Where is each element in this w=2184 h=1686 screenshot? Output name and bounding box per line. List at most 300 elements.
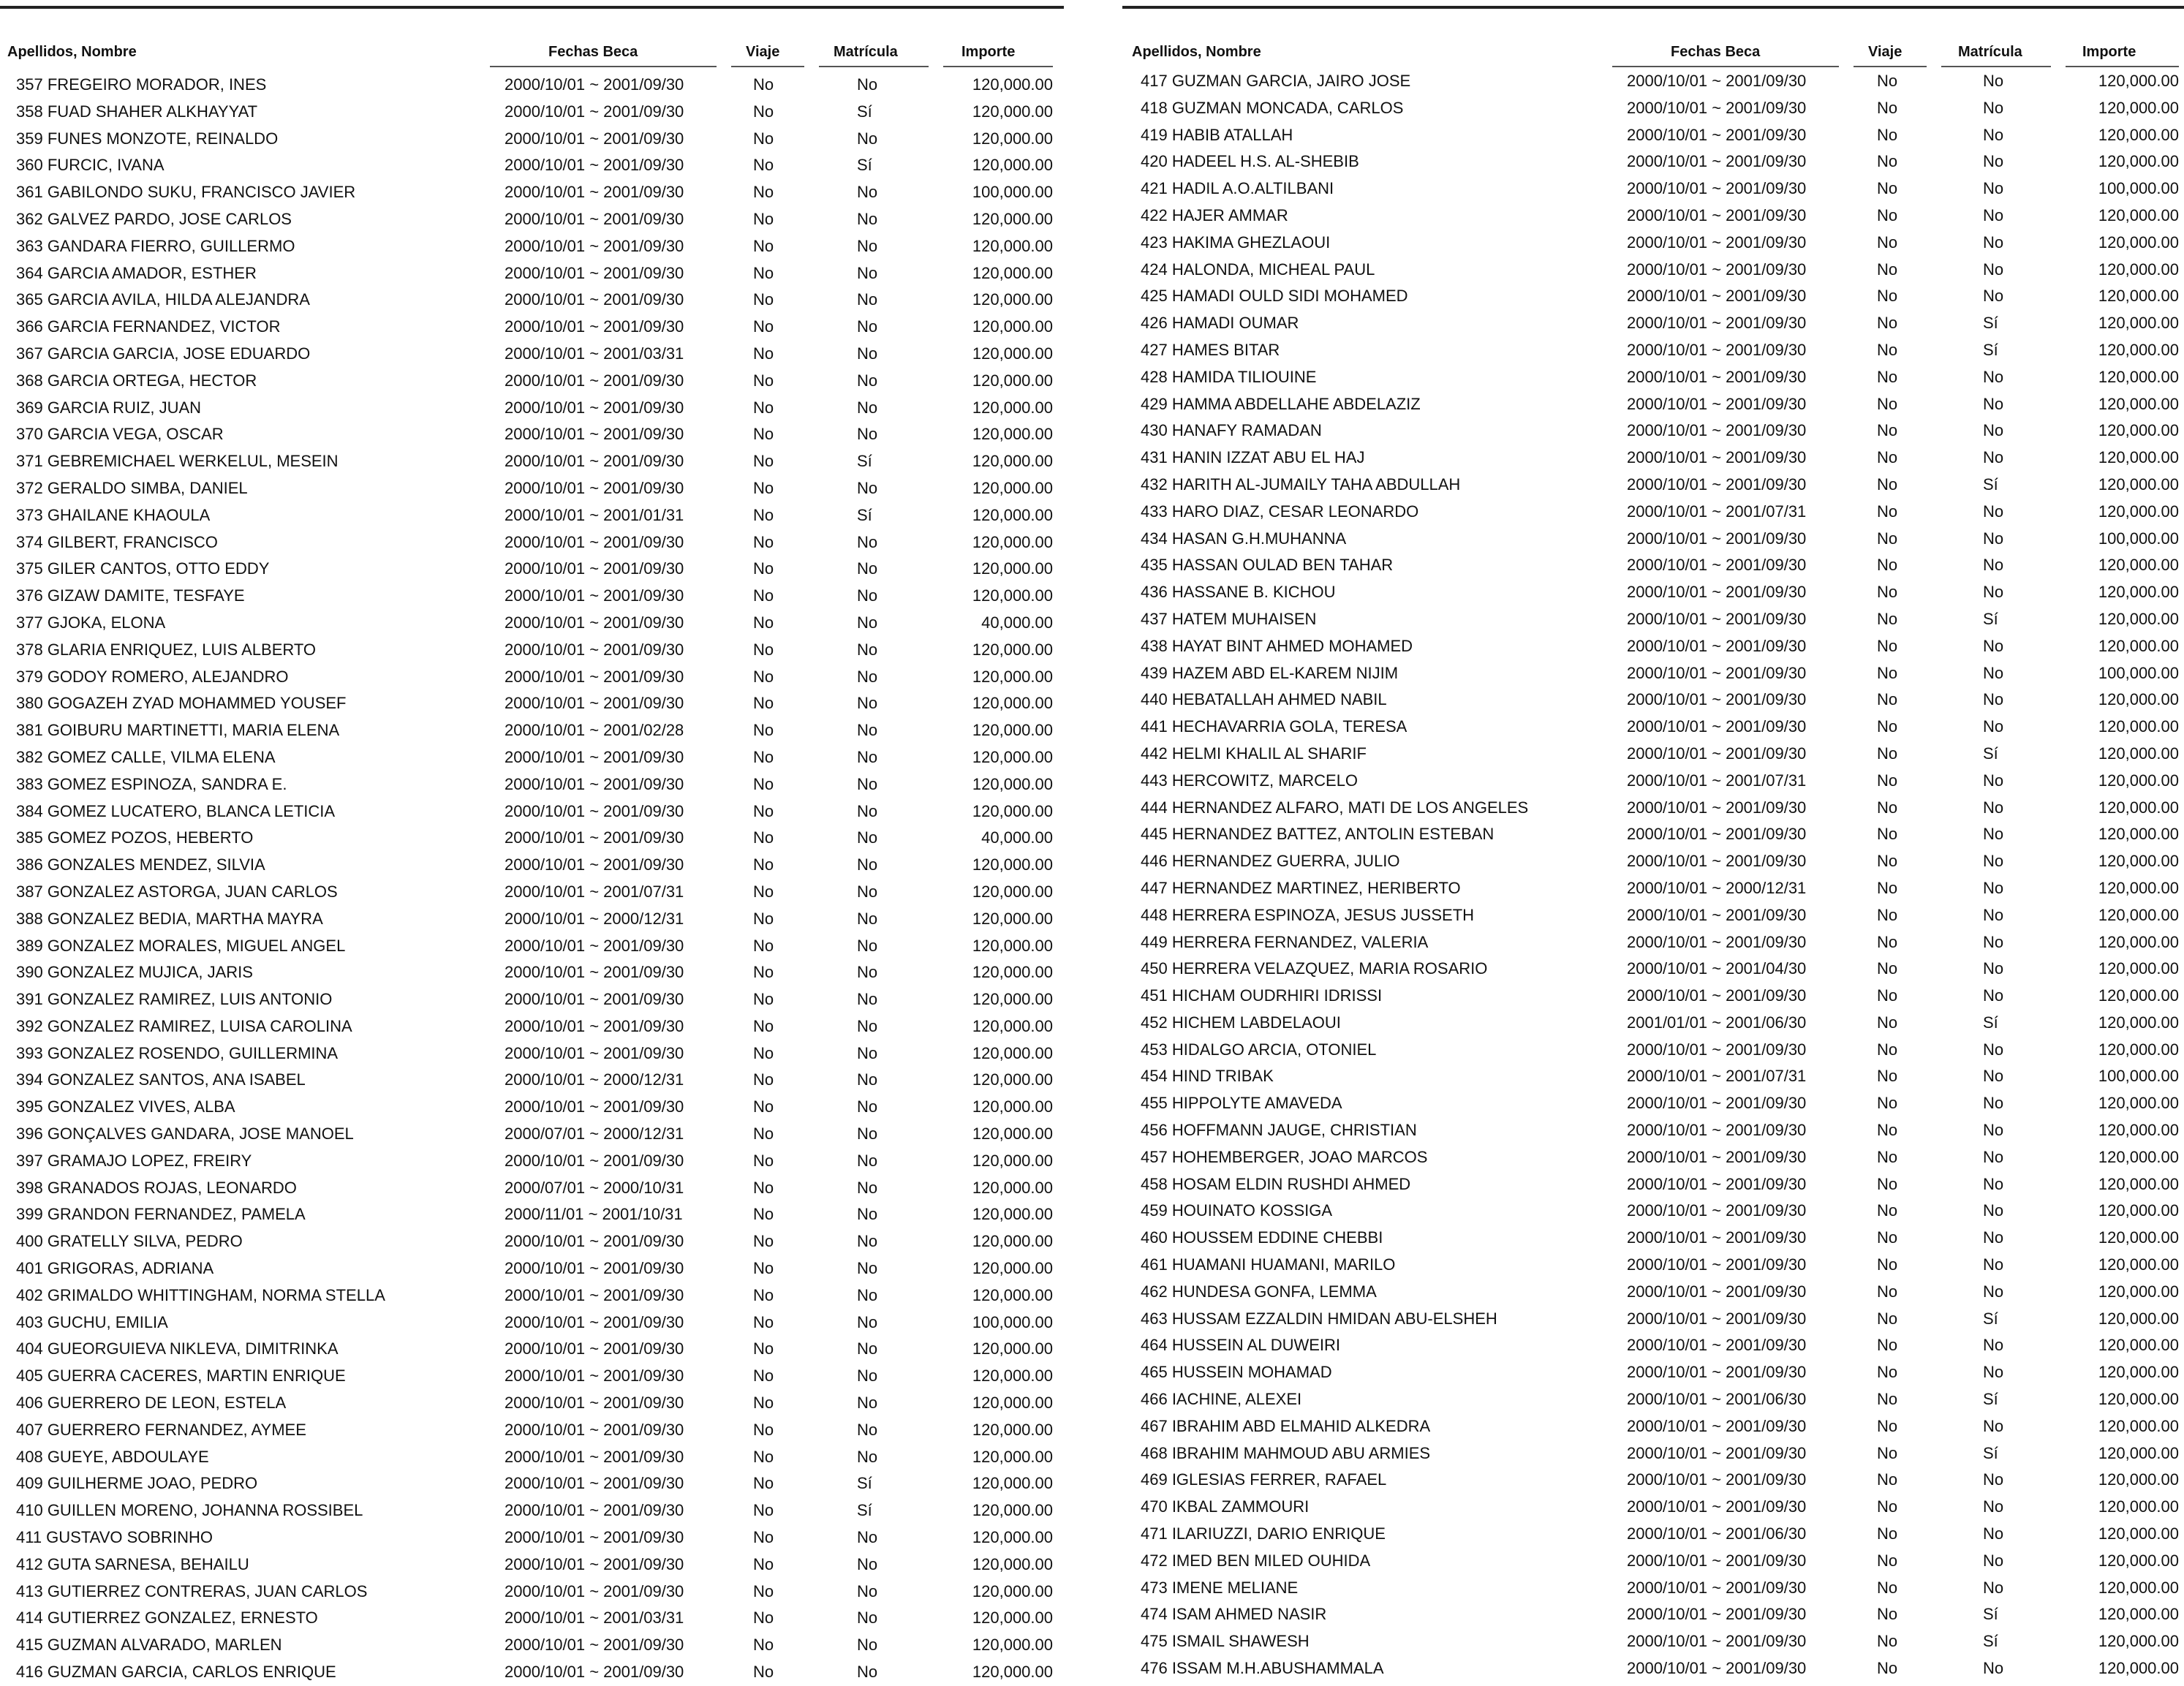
cell-name: 379 GODOY ROMERO, ALEJANDRO [16,667,289,686]
cell-importe: 120,000.00 [972,990,1053,1009]
cell-name: 455 HIPPOLYTE AMAVEDA [1141,1094,1342,1113]
table-row [1122,1548,2184,1575]
table-row [0,1175,1068,1202]
cell-dates: 2000/10/01 ~ 2001/09/30 [1627,340,1807,359]
table-row [1122,1386,2184,1413]
cell-name: 442 HELMI KHALIL AL SHARIF [1141,744,1367,763]
cell-matricula: No [857,667,878,686]
cell-importe: 120,000.00 [972,236,1053,255]
cell-importe: 120,000.00 [972,882,1053,901]
cell-viaje: No [1877,1013,1898,1032]
cell-matricula: No [1983,1121,2004,1140]
right-table-body [1122,68,2184,1682]
cell-name: 448 HERRERA ESPINOZA, JESUS JUSSETH [1141,905,1475,924]
cell-viaje: No [753,1608,774,1628]
cell-viaje: No [753,963,774,982]
cell-viaje: No [753,1151,774,1170]
cell-importe: 120,000.00 [2098,1336,2179,1355]
cell-viaje: No [753,505,774,524]
table-row [1122,1279,2184,1306]
cell-importe: 120,000.00 [972,1151,1053,1170]
cell-name: 391 GONZALEZ RAMIREZ, LUIS ANTONIO [16,990,333,1009]
cell-name: 428 HAMIDA TILIOUINE [1141,367,1317,386]
cell-matricula: No [857,1151,878,1170]
table-row [0,260,1068,287]
cell-importe: 120,000.00 [972,1554,1053,1573]
table-row [0,179,1068,206]
cell-viaje: No [753,721,774,740]
cell-dates: 2000/10/01 ~ 2001/06/30 [1627,1390,1807,1409]
cell-matricula: No [857,183,878,202]
cell-viaje: No [1877,340,1898,359]
cell-matricula: No [857,909,878,928]
cell-dates: 2000/10/01 ~ 2001/09/30 [1627,1255,1807,1274]
cell-dates: 2000/10/01 ~ 2001/09/30 [1627,233,1807,252]
cell-importe: 120,000.00 [2098,1094,2179,1113]
cell-viaje: No [753,317,774,336]
cell-name: 431 HANIN IZZAT ABU EL HAJ [1141,448,1365,467]
cell-viaje: No [1877,905,1898,924]
table-row [1122,1171,2184,1198]
cell-name: 388 GONZALEZ BEDIA, MARTHA MAYRA [16,909,323,928]
cell-importe: 120,000.00 [2098,1174,2179,1193]
cell-viaje: No [753,694,774,713]
cell-name: 451 HICHAM OUDRHIRI IDRISSI [1141,986,1383,1005]
cell-importe: 100,000.00 [2098,663,2179,682]
cell-viaje: No [753,909,774,928]
cell-importe: 120,000.00 [972,505,1053,524]
cell-viaje: No [1877,1470,1898,1489]
cell-matricula: Sí [1983,1309,1998,1328]
cell-matricula: No [1983,1147,2004,1166]
table-row [0,959,1068,986]
cell-importe: 120,000.00 [2098,1659,2179,1678]
cell-matricula: Sí [1983,744,1998,763]
cell-matricula: No [1983,852,2004,871]
table-row [1122,1440,2184,1467]
cell-viaje: No [753,236,774,255]
cell-importe: 120,000.00 [2098,1416,2179,1435]
cell-matricula: Sí [857,156,872,175]
cell-matricula: No [857,371,878,390]
cell-matricula: No [857,1663,878,1682]
cell-matricula: No [857,1528,878,1547]
table-row [1122,230,2184,257]
cell-matricula: No [1983,771,2004,790]
cell-viaje: No [1877,1309,1898,1328]
cell-dates: 2000/10/01 ~ 2001/09/30 [505,801,684,820]
cell-dates: 2000/10/01 ~ 2001/09/30 [505,263,684,282]
cell-importe: 120,000.00 [2098,583,2179,602]
table-row [0,287,1068,314]
cell-name: 397 GRAMAJO LOPEZ, FREIRY [16,1151,252,1170]
cell-matricula: No [857,1097,878,1116]
cell-dates: 2000/10/01 ~ 2001/09/30 [1627,1497,1807,1516]
table-row [0,368,1068,395]
cell-name: 383 GOMEZ ESPINOZA, SANDRA E. [16,774,287,793]
cell-viaje: No [753,774,774,793]
cell-dates: 2000/10/01 ~ 2001/03/31 [505,344,684,363]
cell-dates: 2000/10/01 ~ 2001/09/30 [505,1474,684,1493]
cell-importe: 120,000.00 [2098,260,2179,279]
cell-viaje: No [1877,233,1898,252]
cell-matricula: No [857,1554,878,1573]
table-row [1122,1601,2184,1628]
cell-name: 385 GOMEZ POZOS, HEBERTO [16,828,254,847]
cell-name: 414 GUTIERREZ GONZALEZ, ERNESTO [16,1608,318,1628]
table-row [1122,1332,2184,1359]
cell-name: 371 GEBREMICHAEL WERKELUL, MESEIN [16,452,339,471]
cell-matricula: No [1983,1174,2004,1193]
table-row [0,1201,1068,1228]
table-row [1122,606,2184,633]
header-underline [943,66,1053,67]
cell-viaje: No [753,1366,774,1386]
cell-dates: 2000/10/01 ~ 2001/09/30 [1627,529,1807,548]
cell-matricula: No [857,559,878,578]
cell-matricula: No [1983,287,2004,306]
cell-importe: 120,000.00 [2098,1524,2179,1543]
cell-matricula: No [857,1124,878,1143]
cell-dates: 2000/10/01 ~ 2001/09/30 [1627,1336,1807,1355]
cell-name: 440 HEBATALLAH AHMED NABIL [1141,690,1387,709]
cell-matricula: No [1983,205,2004,224]
cell-matricula: No [857,1043,878,1062]
cell-viaje: No [753,1501,774,1520]
cell-matricula: Sí [857,452,872,471]
header-underline [731,66,804,67]
cell-viaje: No [753,129,774,148]
table-row [0,152,1068,179]
cell-importe: 120,000.00 [972,156,1053,175]
cell-dates: 2000/10/01 ~ 2001/09/30 [505,183,684,202]
cell-matricula: No [1983,1282,2004,1301]
cell-importe: 120,000.00 [2098,205,2179,224]
cell-name: 457 HOHEMBERGER, JOAO MARCOS [1141,1147,1428,1166]
table-row [0,72,1068,99]
cell-dates: 2000/10/01 ~ 2001/09/30 [505,963,684,982]
cell-importe: 120,000.00 [2098,771,2179,790]
cell-name: 425 HAMADI OULD SIDI MOHAMED [1141,287,1408,306]
cell-dates: 2000/10/01 ~ 2001/09/30 [505,1339,684,1358]
cell-name: 364 GARCIA AMADOR, ESTHER [16,263,257,282]
cell-name: 386 GONZALES MENDEZ, SILVIA [16,855,265,874]
cell-viaje: No [753,478,774,497]
cell-name: 476 ISSAM M.H.ABUSHAMMALA [1141,1659,1384,1678]
cell-matricula: No [1983,421,2004,440]
cell-dates: 2000/10/01 ~ 2001/09/30 [1627,986,1807,1005]
table-row [0,1470,1068,1497]
cell-dates: 2000/10/01 ~ 2001/09/30 [1627,1443,1807,1462]
cell-dates: 2000/10/01 ~ 2001/09/30 [505,1285,684,1304]
cell-name: 374 GILBERT, FRANCISCO [16,532,218,551]
cell-importe: 120,000.00 [972,1178,1053,1197]
cell-viaje: No [1877,583,1898,602]
cell-dates: 2000/10/01 ~ 2001/09/30 [1627,72,1807,90]
cell-importe: 120,000.00 [2098,878,2179,897]
cell-importe: 120,000.00 [2098,1390,2179,1409]
cell-name: 359 FUNES MONZOTE, REINALDO [16,129,279,148]
cell-dates: 2000/10/01 ~ 2001/09/30 [505,855,684,874]
cell-dates: 2000/10/01 ~ 2001/09/30 [1627,1147,1807,1166]
cell-importe: 120,000.00 [972,667,1053,686]
cell-viaje: No [1877,1121,1898,1140]
table-row [1122,714,2184,741]
cell-name: 454 HIND TRIBAK [1141,1067,1274,1086]
cell-importe: 120,000.00 [2098,1578,2179,1597]
cell-viaje: No [753,1554,774,1573]
cell-dates: 2000/10/01 ~ 2001/09/30 [505,694,684,713]
cell-matricula: No [1983,636,2004,655]
cell-importe: 120,000.00 [972,344,1053,363]
table-row [0,906,1068,933]
cell-importe: 120,000.00 [972,1636,1053,1655]
cell-name: 458 HOSAM ELDIN RUSHDI AHMED [1141,1174,1411,1193]
table-row [0,986,1068,1013]
cell-dates: 2000/10/01 ~ 2001/09/30 [1627,287,1807,306]
cell-viaje: No [753,1124,774,1143]
table-row [0,1632,1068,1659]
cell-matricula: No [857,209,878,228]
cell-matricula: No [1983,448,2004,467]
cell-name: 367 GARCIA GARCIA, JOSE EDUARDO [16,344,311,363]
table-header [1122,44,2184,66]
cell-importe: 120,000.00 [972,1420,1053,1439]
cell-name: 406 GUERRERO DE LEON, ESTELA [16,1394,287,1413]
cell-matricula: No [1983,878,2004,897]
cell-importe: 120,000.00 [2098,905,2179,924]
cell-importe: 120,000.00 [2098,1121,2179,1140]
cell-importe: 120,000.00 [972,1232,1053,1251]
cell-importe: 120,000.00 [972,1016,1053,1035]
cell-name: 413 GUTIERREZ CONTRERAS, JUAN CARLOS [16,1581,368,1600]
table-row [1122,122,2184,149]
cell-viaje: No [1877,448,1898,467]
cell-dates: 2000/10/01 ~ 2001/09/30 [505,102,684,121]
cell-importe: 120,000.00 [972,75,1053,94]
cell-name: 419 HABIB ATALLAH [1141,125,1293,144]
cell-viaje: No [1877,394,1898,413]
cell-name: 437 HATEM MUHAISEN [1141,609,1317,628]
table-row [0,1605,1068,1632]
table-row [1122,1010,2184,1037]
cell-viaje: No [753,398,774,417]
cell-importe: 120,000.00 [2098,852,2179,871]
cell-name: 421 HADIL A.O.ALTILBANI [1141,179,1334,198]
table-row [1122,1413,2184,1440]
table-row [0,1255,1068,1282]
cell-dates: 2000/10/01 ~ 2001/09/30 [505,478,684,497]
table-row [0,1309,1068,1337]
cell-matricula: Sí [857,102,872,121]
cell-matricula: No [1983,1228,2004,1247]
table-row [0,1228,1068,1255]
cell-dates: 2000/10/01 ~ 2001/09/30 [1627,1121,1807,1140]
cell-viaje: No [1877,1578,1898,1597]
cell-viaje: No [1877,771,1898,790]
cell-importe: 120,000.00 [2098,1040,2179,1059]
cell-dates: 2000/10/01 ~ 2001/09/30 [505,559,684,578]
cell-matricula: No [857,236,878,255]
cell-dates: 2000/10/01 ~ 2001/09/30 [1627,179,1807,198]
cell-name: 439 HAZEM ABD EL-KAREM NIJIM [1141,663,1399,682]
table-row [0,448,1068,475]
cell-name: 435 HASSAN OULAD BEN TAHAR [1141,556,1394,575]
cell-matricula: No [857,694,878,713]
cell-importe: 120,000.00 [972,640,1053,659]
cell-name: 471 ILARIUZZI, DARIO ENRIQUE [1141,1524,1386,1543]
cell-matricula: No [1983,1363,2004,1382]
cell-dates: 2000/10/01 ~ 2001/09/30 [1627,663,1807,682]
cell-importe: 120,000.00 [972,747,1053,766]
cell-dates: 2000/10/01 ~ 2001/01/31 [505,505,684,524]
cell-importe: 120,000.00 [972,1097,1053,1116]
cell-importe: 120,000.00 [972,855,1053,874]
cell-matricula: No [857,1285,878,1304]
cell-importe: 120,000.00 [972,371,1053,390]
cell-matricula: No [1983,1336,2004,1355]
cell-matricula: No [857,855,878,874]
cell-importe: 120,000.00 [2098,1147,2179,1166]
cell-matricula: No [857,586,878,605]
cell-dates: 2000/10/01 ~ 2001/09/30 [505,1151,684,1170]
table-row [0,1497,1068,1524]
cell-name: 400 GRATELLY SILVA, PEDRO [16,1232,243,1251]
cell-name: 452 HICHEM LABDELAOUI [1141,1013,1341,1032]
cell-dates: 2000/10/01 ~ 2001/09/30 [1627,367,1807,386]
cell-dates: 2000/10/01 ~ 2001/09/30 [1627,1363,1807,1382]
cell-dates: 2000/10/01 ~ 2001/09/30 [505,828,684,847]
cell-dates: 2000/10/01 ~ 2001/09/30 [1627,556,1807,575]
cell-matricula: No [857,1339,878,1358]
cell-name: 403 GUCHU, EMILIA [16,1312,168,1331]
table-row [1122,417,2184,445]
cell-name: 393 GONZALEZ ROSENDO, GUILLERMINA [16,1043,339,1062]
cell-importe: 120,000.00 [2098,1255,2179,1274]
cell-matricula: No [857,990,878,1009]
left-table-body [0,72,1068,1686]
cell-dates: 2000/10/01 ~ 2001/09/30 [1627,1578,1807,1597]
table-row [1122,552,2184,579]
cell-matricula: No [1983,1040,2004,1059]
cell-name: 423 HAKIMA GHEZLAOUI [1141,233,1331,252]
cell-viaje: No [753,102,774,121]
table-row [0,717,1068,744]
cell-importe: 120,000.00 [2098,1228,2179,1247]
cell-importe: 120,000.00 [972,263,1053,282]
table-row [0,771,1068,798]
table-row [0,529,1068,556]
cell-name: 407 GUERRERO FERNANDEZ, AYMEE [16,1420,306,1439]
cell-importe: 120,000.00 [972,1339,1053,1358]
table-row [0,798,1068,825]
cell-viaje: No [753,290,774,309]
cell-viaje: No [753,855,774,874]
cell-matricula: No [857,317,878,336]
cell-viaje: No [1877,1255,1898,1274]
cell-importe: 120,000.00 [2098,448,2179,467]
cell-matricula: No [1983,959,2004,978]
cell-importe: 120,000.00 [2098,1013,2179,1032]
table-row [1122,1198,2184,1225]
cell-importe: 100,000.00 [972,1312,1053,1331]
cell-name: 447 HERNANDEZ MARTINEZ, HERIBERTO [1141,878,1461,897]
cell-matricula: No [857,1178,878,1197]
cell-viaje: No [1877,556,1898,575]
cell-matricula: No [1983,502,2004,521]
cell-name: 401 GRIGORAS, ADRIANA [16,1259,214,1278]
table-row [0,664,1068,691]
cell-matricula: Sí [1983,475,1998,494]
cell-name: 395 GONZALEZ VIVES, ALBA [16,1097,235,1116]
cell-dates: 2000/10/01 ~ 2001/09/30 [505,425,684,444]
cell-importe: 120,000.00 [2098,1282,2179,1301]
cell-viaje: No [753,425,774,444]
cell-dates: 2000/10/01 ~ 2001/09/30 [505,209,684,228]
cell-matricula: No [857,1608,878,1628]
cell-viaje: No [1877,1094,1898,1113]
cell-matricula: No [857,1312,878,1331]
cell-viaje: No [753,263,774,282]
table-row [0,1094,1068,1121]
cell-dates: 2000/10/01 ~ 2001/09/30 [505,640,684,659]
cell-name: 450 HERRERA VELAZQUEZ, MARIA ROSARIO [1141,959,1488,978]
cell-importe: 120,000.00 [972,317,1053,336]
cell-name: 453 HIDALGO ARCIA, OTONIEL [1141,1040,1377,1059]
header-viaje: Viaje [746,44,780,60]
cell-matricula: No [1983,1255,2004,1274]
cell-importe: 100,000.00 [2098,179,2179,198]
cell-importe: 120,000.00 [2098,959,2179,978]
table-row [1122,175,2184,203]
cell-name: 475 ISMAIL SHAWESH [1141,1632,1310,1651]
table-row [0,341,1068,368]
cell-viaje: No [1877,1282,1898,1301]
cell-name: 434 HASAN G.H.MUHANNA [1141,529,1347,548]
cell-matricula: Sí [857,1501,872,1520]
cell-dates: 2000/10/01 ~ 2001/09/30 [1627,825,1807,844]
table-row [0,1579,1068,1606]
cell-dates: 2000/10/01 ~ 2001/09/30 [1627,98,1807,117]
cell-viaje: No [753,559,774,578]
cell-matricula: No [857,963,878,982]
cell-viaje: No [753,882,774,901]
cell-importe: 120,000.00 [2098,609,2179,628]
cell-viaje: No [753,75,774,94]
cell-dates: 2000/10/01 ~ 2001/09/30 [1627,798,1807,817]
cell-viaje: No [1877,205,1898,224]
table-row [1122,1575,2184,1602]
cell-importe: 120,000.00 [2098,1632,2179,1651]
cell-importe: 120,000.00 [2098,98,2179,117]
cell-dates: 2000/10/01 ~ 2001/07/31 [1627,1067,1807,1086]
cell-dates: 2000/10/01 ~ 2001/07/31 [505,882,684,901]
cell-viaje: No [1877,932,1898,951]
table-row [1122,848,2184,875]
cell-name: 377 GJOKA, ELONA [16,613,166,632]
cell-viaje: No [753,990,774,1009]
cell-matricula: No [857,640,878,659]
cell-name: 426 HAMADI OUMAR [1141,314,1299,333]
cell-dates: 2000/10/01 ~ 2001/09/30 [1627,421,1807,440]
table-row [1122,902,2184,929]
table-row [0,1390,1068,1417]
cell-matricula: No [1983,1578,2004,1597]
cell-viaje: No [753,1394,774,1413]
cell-name: 415 GUZMAN ALVARADO, MARLEN [16,1636,282,1655]
header-dates: Fechas Beca [548,44,638,60]
cell-viaje: No [753,1205,774,1224]
